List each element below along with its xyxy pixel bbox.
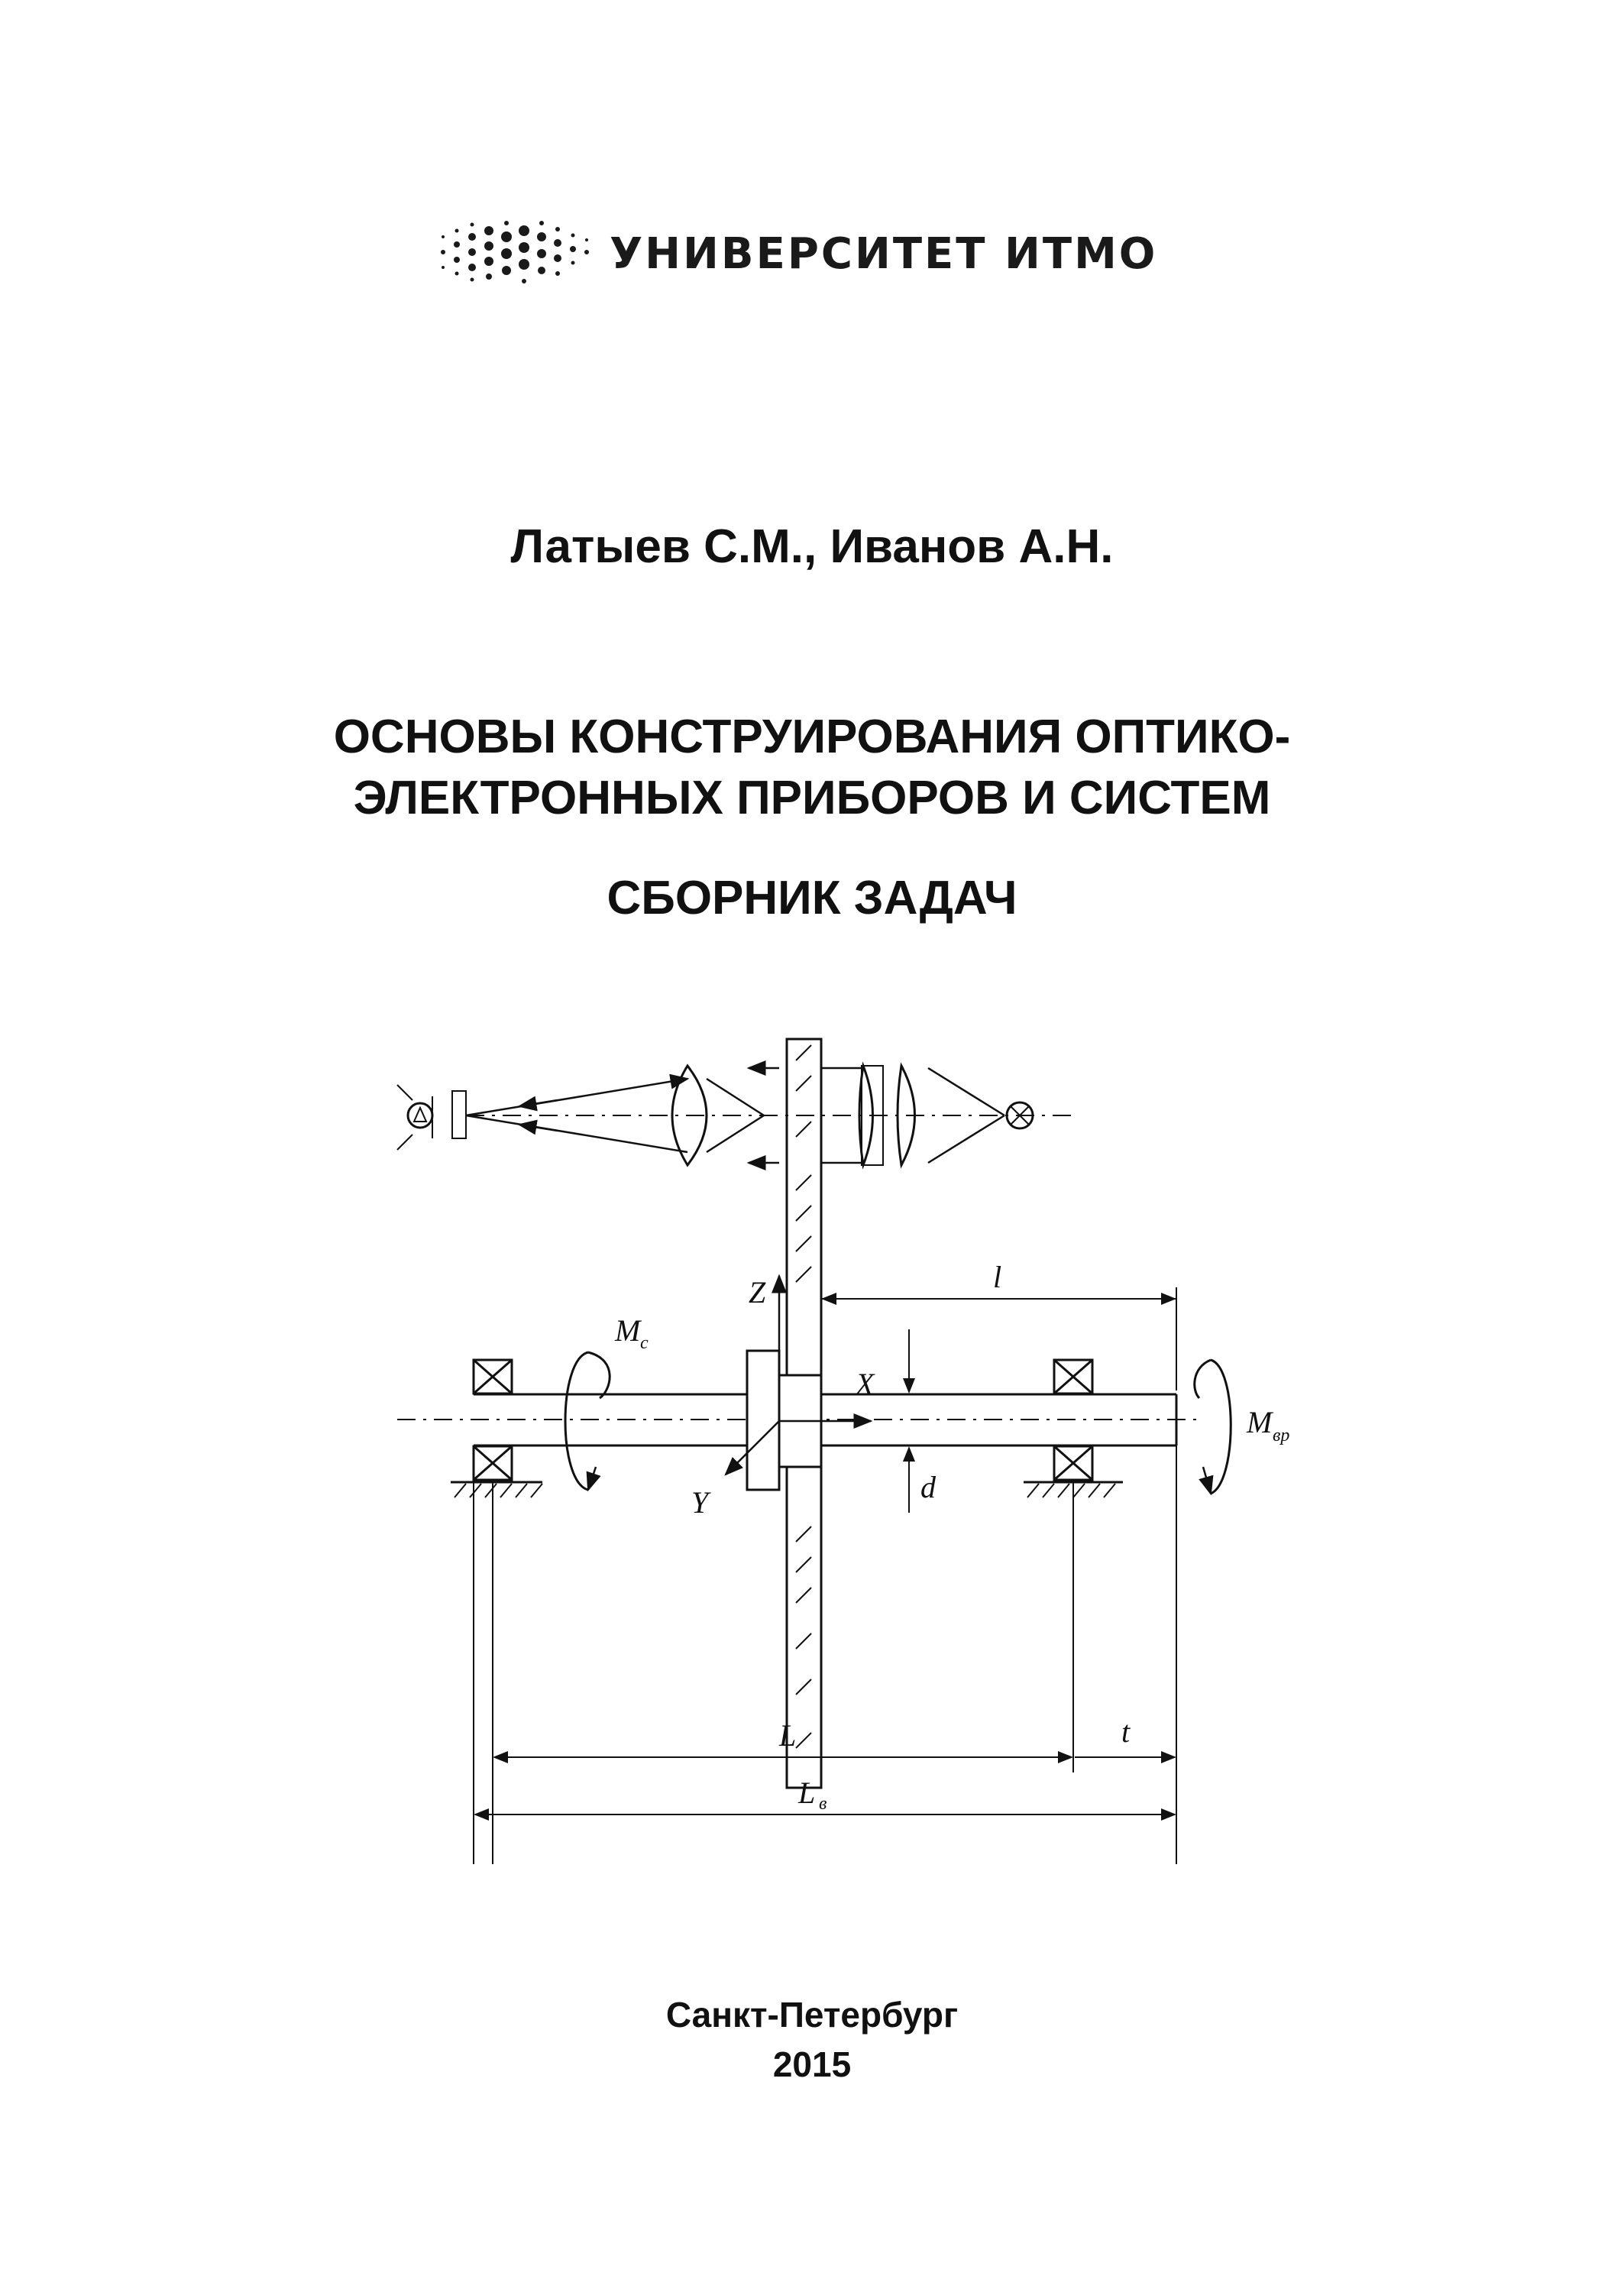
moment-mvr-icon	[1211, 1360, 1231, 1494]
hub	[747, 1351, 779, 1490]
label-mc-sub: c	[640, 1333, 649, 1353]
title-line-1: ОСНОВЫ КОНСТРУИРОВАНИЯ ОПТИКО-	[333, 711, 1291, 763]
title-line-2: ЭЛЕКТРОННЫХ ПРИБОРОВ И СИСТЕМ	[353, 772, 1271, 824]
label-mvr-sub: вр	[1273, 1426, 1290, 1445]
label-d: d	[920, 1470, 936, 1504]
label-x: X	[856, 1367, 875, 1401]
logo-dots-icon	[434, 214, 602, 290]
label-z: Z	[749, 1275, 766, 1309]
label-Lv-sub: в	[819, 1794, 827, 1814]
label-l: l	[993, 1260, 1002, 1294]
label-Lv: L	[798, 1776, 816, 1810]
label-y: Y	[691, 1485, 709, 1520]
label-L: L	[779, 1718, 797, 1753]
logo-text: УНИВЕРСИТЕТ ИТМО	[610, 229, 1158, 279]
label-mvr: M	[1247, 1405, 1273, 1439]
label-t: t	[1121, 1714, 1131, 1749]
moment-mc-icon	[565, 1352, 588, 1490]
optical-system	[397, 1066, 1077, 1165]
technical-diagram	[367, 993, 1329, 1864]
publication-year: 2015	[772, 2044, 852, 2084]
right-bearing	[1024, 1360, 1123, 1497]
left-bearing	[451, 1360, 542, 1497]
authors: Латыев С.М., Иванов А.Н.	[510, 520, 1114, 573]
subtitle: СБОРНИК ЗАДАЧ	[607, 872, 1017, 924]
label-mc: M	[615, 1313, 641, 1348]
publication-city: Санкт-Петербург	[665, 1995, 959, 2035]
detector-plate	[452, 1091, 466, 1138]
